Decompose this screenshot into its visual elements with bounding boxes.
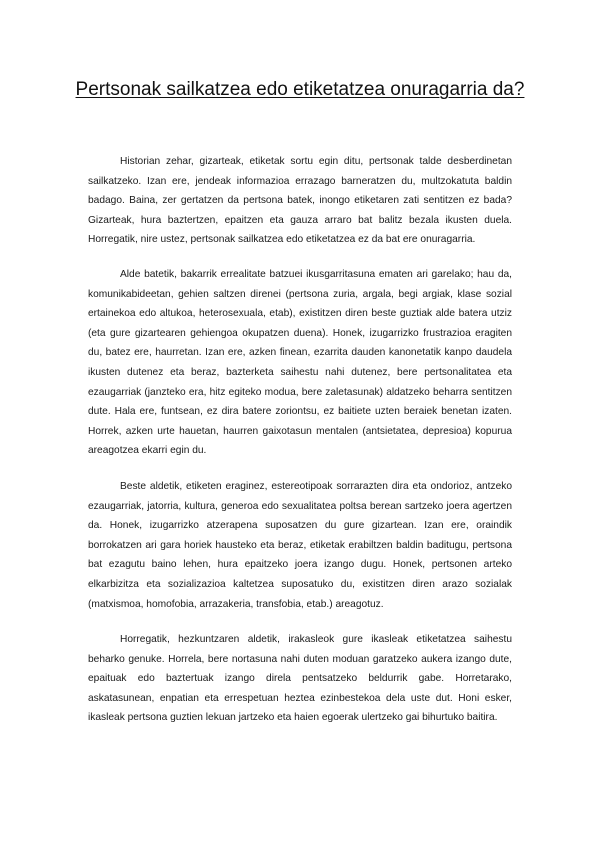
document-title: Pertsonak sailkatzea edo etiketatzea onuragarria da?: [75, 79, 525, 100]
paragraph-4: Horregatik, hezkuntzaren aldetik, irakasleok gure ikasleak etiketatzea saihestu beharko genuke. Horrela, bere nortasuna nahi duten moduan garatzeko aukera izango dute, epaituak edo baztertuak izango direla pentsatzeko beldurrik gabe. Horretarako, askatasunean, enpatian eta errespetuan heztea ezinbestekoa dela uste dut. Honi esker, ikasleak pertsona guztien lekuan jartzeko eta haien egoerak ulertzeko gai bihurtuko baitira.: [88, 634, 512, 724]
paragraph-3: Beste aldetik, etiketen eraginez, estereotipoak sorrarazten dira eta ondorioz, antzeko ezaugarriak, jatorria, kultura, generoa edo sexualitatea poltsa berean sartzeko joera agertzen da. Honek, izugarrizko atzerapena suposatzen du gure gizartean. Izan ere, oraindik borrokatzen ari gara horiek hausteko eta beraz, etiketak erabiltzen baldin baditugu, pertsona bat ezagutu baino lehen, hura epaitzeko joera izango dugu. Honek, pertsonen arteko elkarbizitza eta sozializazioa kaltetzea suposatuko du, existitzen diren arazo sozialak (matxismoa, homofobia, arrazakeria, transfobia, etab.) areagotuz.: [88, 481, 512, 610]
paragraph-2: Alde batetik, bakarrik errealitate batzuei ikusgarritasuna ematen ari garelako; hau da, komunikabideetan, gehien saltzen direnei (pertsona zuria, argala, begi argiak, klase sozial ertainekoa edo altukoa, heterosexuala, etab), existitzen diren beste guztiak alde batera utziz (eta gure gizartearen gehiengoa okupatzen duena). Honek, izugarrizko frustrazioa eragiten du, batez ere, haurretan. Izan ere, azken finean, ezarrita dauden kanonetatik kanpo daudela ikusten dutenez eta beraz, bazterketa saihestu nahi dutenez, bere pertsonalitatea eta ezaugarriak (janzteko era, hitz egiteko modua, bere zaletasunak) aldatzeko beharra sentitzen dute. Hala ere, funtsean, ez dira batere zoriontsu, ez baitiete uzten beraiek benetan izaten. Horrek, azken urte hauetan, haurren gaixotasun mentalen (antsietatea, depresioa) kopurua areagotzea ekarri egin du.: [88, 269, 512, 457]
paragraph-1: Historian zehar, gizarteak, etiketak sortu egin ditu, pertsonak talde desberdinetan sailkatzeko. Izan ere, jendeak informazioa errazago barneratzen du, multzokatuta baldin badago. Baina, zer gertatzen da pertsona batek, inongo etiketaren zati sentitzen ez bada? Gizarteak, hura baztertzen, epaitzen eta gauza arraro bat balitz bezala ikusten duela. Horregatik, nire ustez, pertsonak sailkatzea edo etiketatzea ez da bat ere onuragarria.: [88, 156, 512, 246]
